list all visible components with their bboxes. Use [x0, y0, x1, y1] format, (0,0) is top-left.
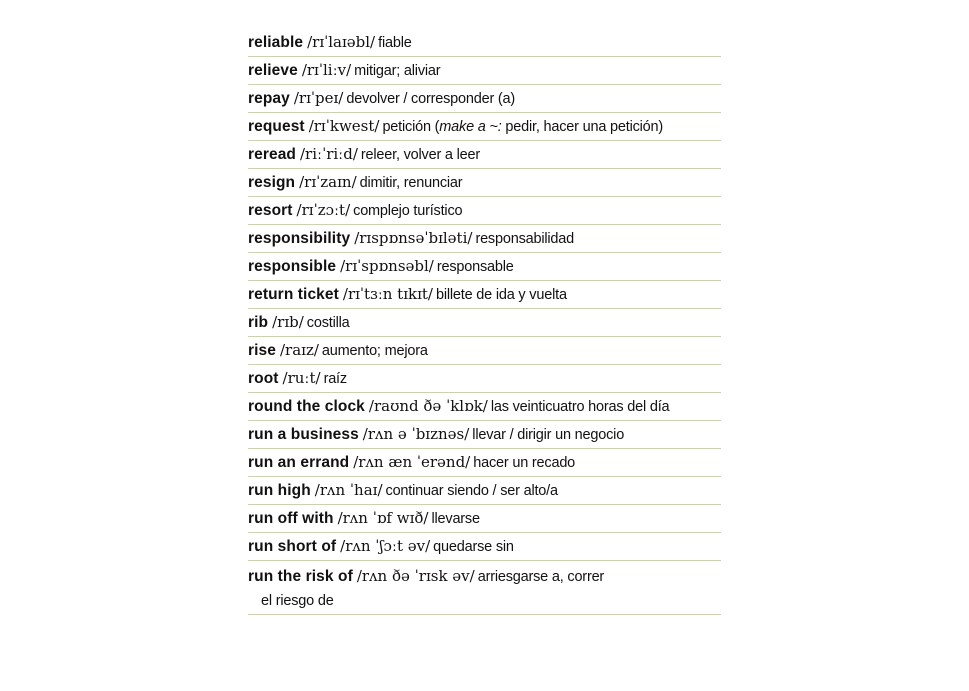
entry-translation-italic: make a ~: — [439, 119, 502, 135]
glossary-entry-run-off-with — [248, 505, 721, 533]
entry-term: rise — [248, 342, 276, 359]
glossary-entry-responsible — [248, 253, 721, 281]
glossary-entry-run-the-risk-of — [248, 561, 721, 615]
entry-translation: llevarse — [431, 511, 480, 527]
entry-term: responsible — [248, 258, 337, 275]
entry-pronunciation: /rɪˈlaɪəbl/ — [307, 33, 376, 51]
glossary-entry-relieve — [248, 57, 721, 85]
entry-translation: devolver / corresponder (a) — [346, 91, 516, 107]
entry-pronunciation: /rʌn æn ˈerənd/ — [353, 453, 471, 471]
entry-pronunciation: /rʌn ˈɒf wɪð/ — [337, 509, 429, 527]
entry-pronunciation: /rɪˈkwest/ — [308, 117, 380, 135]
entry-translation: billete de ida y vuelta — [435, 287, 567, 303]
glossary-entry-resort — [248, 197, 721, 225]
entry-pronunciation: /rɪˈzɔːt/ — [296, 201, 351, 219]
glossary-entry-run-short-of — [248, 533, 721, 561]
entry-pronunciation: /rɪspɒnsəˈbɪləti/ — [354, 229, 473, 247]
glossary-entry-rise — [248, 337, 721, 365]
entry-term: repay — [248, 90, 290, 107]
entry-term: reread — [248, 146, 296, 163]
glossary-entry-run-an-errand — [248, 449, 721, 477]
entry-pronunciation: /rɪˈpeɪ/ — [293, 89, 344, 107]
entry-term: run off with — [248, 510, 334, 527]
glossary-entry-run-high — [248, 477, 721, 505]
entry-translation-continued: el riesgo de — [261, 593, 334, 609]
entry-term: relieve — [248, 62, 298, 79]
glossary-entry-repay — [248, 85, 721, 113]
entry-pronunciation: /rʌn ðə ˈrɪsk əv/ — [356, 567, 475, 585]
glossary-entry-reread — [248, 141, 721, 169]
entry-pronunciation: /rɪˈzaɪn/ — [299, 173, 357, 191]
entry-term: return ticket — [248, 286, 339, 303]
entry-pronunciation: /rʌn ˈhaɪ/ — [314, 481, 383, 499]
entry-translation: continuar siendo / ser alto/a — [385, 483, 558, 499]
glossary-entry-root — [248, 365, 721, 393]
entry-translation: las veinticuatro horas del día — [490, 399, 670, 415]
entry-translation: releer, volver a leer — [360, 147, 480, 163]
entry-pronunciation: /rʌn ˈʃɔːt əv/ — [340, 537, 431, 555]
entry-term: resort — [248, 202, 293, 219]
entry-translation: fiable — [378, 35, 412, 51]
glossary-entry-resign — [248, 169, 721, 197]
entry-term: rib — [248, 314, 269, 331]
entry-translation-post: pedir, hacer una petición) — [501, 119, 664, 135]
entry-term: responsibility — [248, 230, 351, 247]
entry-term: run short of — [248, 538, 337, 555]
entry-term: reliable — [248, 34, 304, 51]
entry-translation: costilla — [306, 315, 350, 331]
entry-pronunciation: /rʌn ə ˈbɪznəs/ — [362, 425, 470, 443]
entry-translation: llevar / dirigir un negocio — [472, 427, 625, 443]
glossary-entry-responsibility — [248, 225, 721, 253]
glossary-list — [248, 29, 721, 615]
entry-translation: responsable — [436, 259, 514, 275]
entry-term: run the risk of — [248, 568, 353, 585]
entry-term: run an errand — [248, 454, 350, 471]
entry-translation: dimitir, renunciar — [359, 175, 463, 191]
entry-translation: mitigar; aliviar — [354, 63, 441, 79]
entry-pronunciation: /riːˈriːd/ — [300, 145, 358, 163]
entry-translation: complejo turístico — [353, 203, 463, 219]
entry-translation-pre: petición ( — [382, 119, 440, 135]
entry-pronunciation: /rɪˈliːv/ — [301, 61, 352, 79]
entry-pronunciation: /rɪb/ — [272, 313, 304, 331]
glossary-entry-return-ticket — [248, 281, 721, 309]
entry-term: run a business — [248, 426, 359, 443]
entry-pronunciation: /ruːt/ — [282, 369, 321, 387]
entry-term: run high — [248, 482, 311, 499]
glossary-entry-round-the-clock — [248, 393, 721, 421]
entry-pronunciation: /raʊnd ðə ˈklɒk/ — [368, 397, 488, 415]
entry-translation: aumento; mejora — [321, 343, 428, 359]
entry-translation: responsabilidad — [475, 231, 575, 247]
entry-translation — [382, 119, 663, 135]
entry-translation: hacer un recado — [473, 455, 576, 471]
glossary-entry-request — [248, 113, 721, 141]
entry-translation: quedarse sin — [433, 539, 514, 555]
glossary-entry-reliable — [248, 29, 721, 57]
entry-term: resign — [248, 174, 296, 191]
entry-term: round the clock — [248, 398, 365, 415]
glossary-entry-rib — [248, 309, 721, 337]
entry-translation: arriesgarse a, correr — [477, 569, 605, 585]
entry-pronunciation: /rɪˈspɒnsəbl/ — [340, 257, 434, 275]
entry-pronunciation: /raɪz/ — [279, 341, 319, 359]
entry-term: request — [248, 118, 305, 135]
entry-translation: raíz — [323, 371, 347, 387]
entry-pronunciation: /rɪˈtɜːn tɪkɪt/ — [342, 285, 433, 303]
glossary-entry-run-a-business — [248, 421, 721, 449]
entry-term: root — [248, 370, 279, 387]
